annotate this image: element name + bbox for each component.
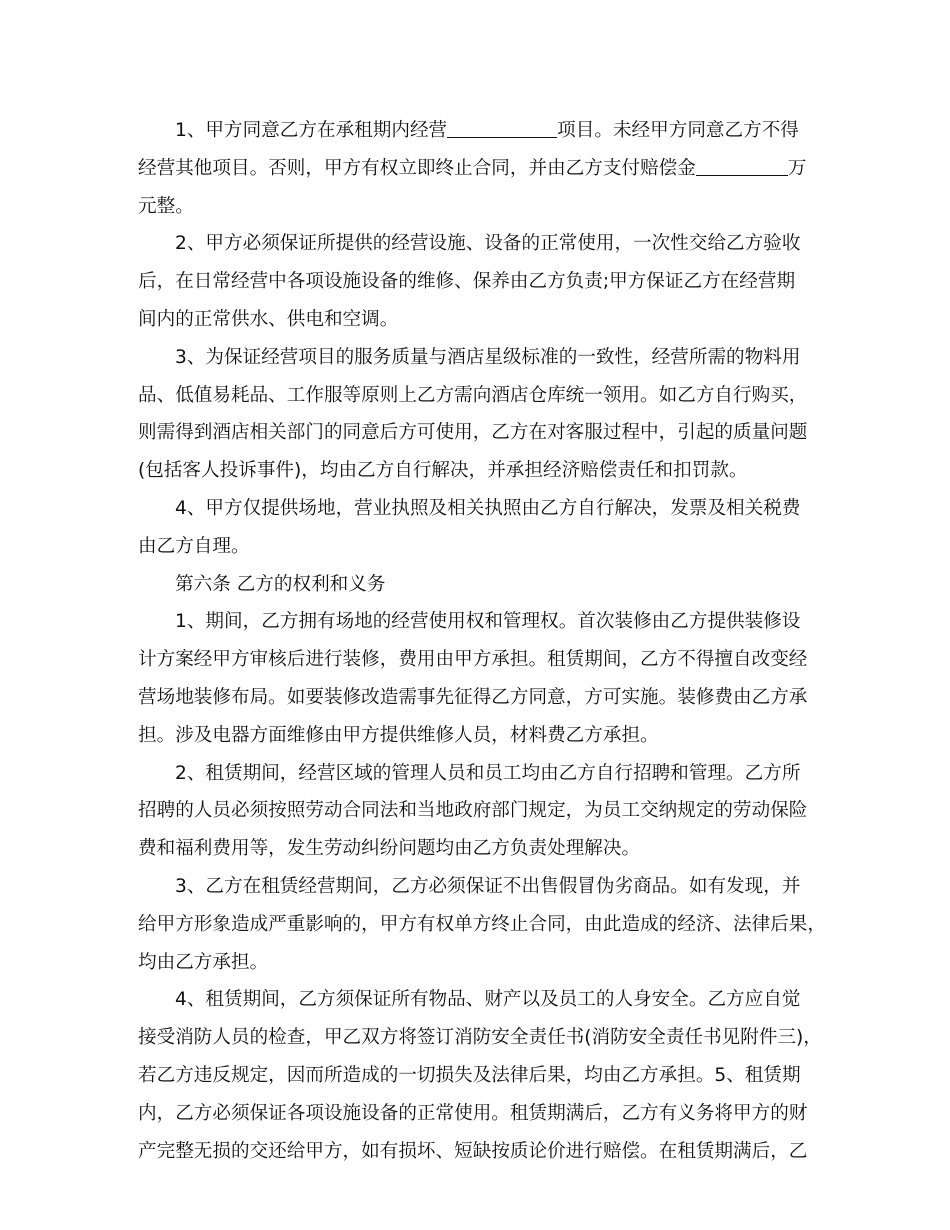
text-line [138,112,838,150]
text-line: 2、甲方必须保证所提供的经营设施、设备的正常使用，一次性交给乙方验收 [175,233,801,255]
text-line: 则需得到酒店相关部门的同意后方可使用，乙方在对客服过程中，引起的质量问题 [138,422,808,444]
paragraph-b-clause-3 [138,868,838,981]
paragraph-clause-1 [138,112,838,225]
text-line: 给甲方形象造成严重影响的，甲方有权单方终止合同，由此造成的经济、法律后果， [138,913,826,935]
section-heading [138,566,838,604]
paragraph-b-clause-1 [138,603,838,754]
text-line: 2、租赁期间，经营区域的管理人员和员工均由乙方自行招聘和管理。乙方所 [175,762,801,784]
text-line: 品、低值易耗品、工作服等原则上乙方需向酒店仓库统一领用。如乙方自行购买， [138,384,808,406]
text-line: 间内的正常供水、供电和空调。 [138,308,399,330]
text-line: 内，乙方必须保证各项设施设备的正常使用。租赁期满后，乙方有义务将甲方的财 [138,1102,808,1124]
section-title: 第六条 乙方的权利和义务 [175,573,386,595]
text-line: (包括客人投诉事件)，均由乙方自行解决，并承担经济赔偿责任和扣罚款。 [138,460,748,482]
text-line: 若乙方违反规定，因而所造成的一切损失及法律后果，均由乙方承担。5、租赁期 [138,1064,801,1086]
text-line: 1、期间，乙方拥有场地的经营使用权和管理权。首次装修由乙方提供装修设 [175,611,801,633]
text-line: 由乙方自理。 [138,535,250,557]
text-line: 计方案经甲方审核后进行装修，费用由甲方承担。租赁期间，乙方不得擅自改变经 [138,649,808,671]
text-line: 产完整无损的交还给甲方，如有损坏、短缺按质论价进行赔偿。在租赁期满后，乙 [138,1140,808,1162]
text-line [138,150,838,188]
paragraph-b-clause-4 [138,981,838,1170]
text-line: 元整。 [138,195,194,217]
text-segment: 万 [787,157,807,179]
text-line: 担。涉及电器方面维修由甲方提供维修人员，材料费乙方承担。 [138,724,659,746]
fill-in-blank-compensation[interactable] [696,157,788,176]
text-line: 费和福利费用等，发生劳动纠纷问题均由乙方负责处理解决。 [138,838,641,860]
text-line: 4、租赁期间，乙方须保证所有物品、财产以及员工的人身安全。乙方应自觉 [175,989,801,1011]
text-line: 营场地装修布局。如要装修改造需事先征得乙方同意，方可实施。装修费由乙方承 [138,686,808,708]
text-segment: 1、甲方同意乙方在承租期内经营 [175,120,448,141]
text-line: 招聘的人员必须按照劳动合同法和当地政府部门规定，为员工交纳规定的劳动保险 [138,800,808,822]
text-line: 后，在日常经营中各项设施设备的维修、保养由乙方负责;甲方保证乙方在经营期 [138,271,796,293]
text-line: 均由乙方承担。 [138,951,269,973]
paragraph-clause-2 [138,225,838,338]
text-line: 3、乙方在租赁经营期间，乙方必须保证不出售假冒伪劣商品。如有发现，并 [175,875,801,897]
paragraph-b-clause-2 [138,755,838,868]
text-line: 3、为保证经营项目的服务质量与酒店星级标准的一致性，经营所需的物料用 [175,346,801,368]
paragraph-clause-3 [138,339,838,490]
text-segment: 项目。未经甲方同意乙方不得 [557,120,799,141]
text-line: 接受消防人员的检查，甲乙双方将签订消防安全责任书(消防安全责任书见附件三)， [138,1027,822,1049]
document-body [138,112,838,1170]
paragraph-clause-4 [138,490,838,566]
fill-in-blank-project[interactable] [447,119,557,138]
text-line: 4、甲方仅提供场地，营业执照及相关执照由乙方自行解决，发票及相关税费 [175,497,801,519]
text-segment: 经营其他项目。否则，甲方有权立即终止合同，并由乙方支付赔偿金 [138,157,696,179]
